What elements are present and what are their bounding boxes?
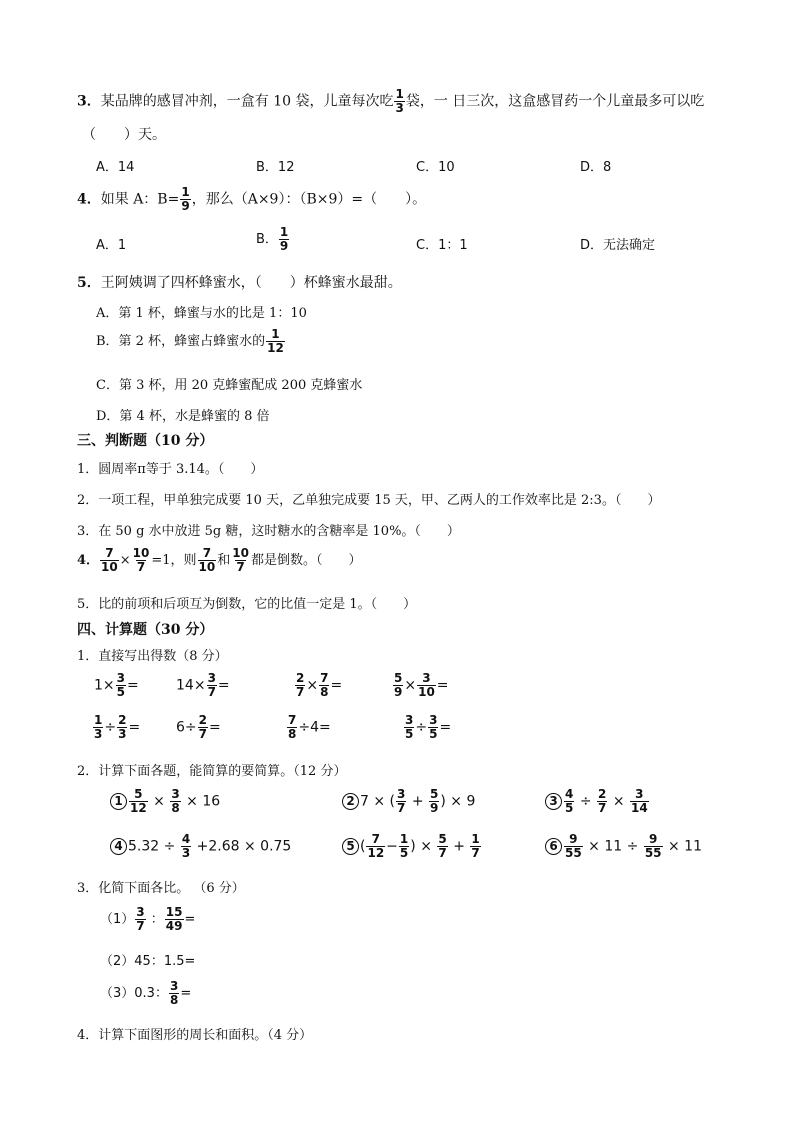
calc1-item3: $\frac{2}{7}$ × $\frac{7}{8}$ = <box>296 671 343 699</box>
calc3-item2: （2）45：1.5= <box>100 954 196 969</box>
mc-q3: 3．某品牌的感冒冲剂，一盒有 10 袋，儿童每次吃 $\frac{1}{3}$ 袋，一 日三次，这盒感冒药一个儿童最多可以吃 <box>77 87 705 115</box>
mc-q4-opt-d[interactable]: D．无法确定 <box>580 238 656 253</box>
fraction: $\frac{1}{9}$ <box>181 185 190 213</box>
judge-q1: 1．圆周率π等于 3.14。（ ） <box>77 462 264 477</box>
calc1-item6: 6÷ $\frac{2}{7}$ = <box>176 713 221 741</box>
mc-q4-opt-a[interactable]: A．1 <box>96 238 127 253</box>
mc-q5-opt-b[interactable]: B．第 2 杯，蜂蜜占蜂蜜水的 $\frac{1}{12}$ <box>96 327 284 355</box>
calc-part3-title: 3．化简下面各比。 （6 分） <box>77 881 245 896</box>
calc3-item1: （1） $\frac{3}{7}$ ： $\frac{15}{49}$ = <box>100 905 196 933</box>
calc-part1-title: 1．直接写出得数（8 分） <box>77 649 228 664</box>
mc-q3-line2: （ ）天。 <box>82 127 166 143</box>
mc-q5-opt-c[interactable]: C．第 3 杯，用 20 克蜂蜜配成 200 克蜂蜜水 <box>96 378 363 393</box>
calc-part2-title: 2．计算下面各题，能简算的要简算。（12 分） <box>77 764 347 779</box>
section-title-judge: 三、判断题（10 分） <box>77 433 214 449</box>
mc-q4: 4．如果 A：B= $\frac{1}{9}$ ，那么（A×9）：（B×9）=（ ）。 <box>77 185 427 213</box>
calc1-item8: $\frac{3}{5}$ ÷ $\frac{3}{5}$ = <box>405 713 452 741</box>
fraction: $\frac{1}{3}$ <box>395 87 404 115</box>
judge-q3: 3．在 50 g 水中放进 5g 糖，这时糖水的含糖率是 10%。（ ） <box>77 524 460 539</box>
calc2-expr3: 3 $\frac{4}{5}$ ÷ $\frac{2}{7}$ × $\frac{3}{14}$ <box>545 788 650 815</box>
calc2-expr1: 1 $\frac{5}{12}$ × $\frac{3}{8}$ × 16 <box>110 788 220 815</box>
calc1-item1: 1× $\frac{3}{5}$ = <box>94 671 139 699</box>
calc2-expr6: 6 $\frac{9}{55}$ × 11 ÷ $\frac{9}{55}$ × 11 <box>545 833 702 860</box>
calc1-item4: $\frac{5}{9}$ × $\frac{3}{10}$ = <box>394 671 449 699</box>
mc-q5-opt-a[interactable]: A．第 1 杯，蜂蜜与水的比是 1：10 <box>96 306 307 321</box>
calc1-item7: $\frac{7}{8}$ ÷4= <box>288 713 331 741</box>
calc1-item2: 14× $\frac{3}{7}$ = <box>176 671 230 699</box>
calc2-expr4: 4 5.32 ÷ $\frac{4}{3}$ +2.68 × 0.75 <box>110 833 291 860</box>
mc-q4-opt-c[interactable]: C．1：1 <box>416 238 468 253</box>
mc-q3-opt-d[interactable]: D．8 <box>580 160 612 175</box>
mc-q3-opt-c[interactable]: C．10 <box>416 160 455 175</box>
calc2-expr5: 5 ( $\frac{7}{12}$ − $\frac{1}{5}$ ) × $\frac{5}{7}$ + $\frac{1}{7}$ <box>342 833 482 860</box>
calc2-expr2: 2 7 × ( $\frac{3}{7}$ + $\frac{5}{9}$ ) × 9 <box>342 788 475 815</box>
judge-q2: 2．一项工程，甲单独完成要 10 天，乙单独完成要 15 天，甲、乙两人的工作效率比是 2:3。（ ） <box>77 493 661 508</box>
judge-q4: 4． $\frac{7}{10}$ × $\frac{10}{7}$ =1，则 $\frac{7}{10}$ 和 $\frac{10}{7}$ 都是倒数。（ ） <box>77 546 362 574</box>
mc-q3-opt-b[interactable]: B．12 <box>256 160 295 175</box>
section-title-calc: 四、计算题（30 分） <box>77 622 214 638</box>
judge-q5: 5．比的前项和后项互为倒数，它的比值一定是 1。（ ） <box>77 597 417 612</box>
calc3-item3: （3）0.3： $\frac{3}{8}$ = <box>100 979 192 1007</box>
mc-q3-opt-a[interactable]: A．14 <box>96 160 135 175</box>
mc-q5-opt-d[interactable]: D．第 4 杯，水是蜂蜜的 8 倍 <box>96 409 270 424</box>
mc-q5: 5．王阿姨调了四杯蜂蜜水，（ ）杯蜂蜜水最甜。 <box>77 275 402 291</box>
calc-part4-title: 4．计算下面图形的周长和面积。（4 分） <box>77 1028 313 1043</box>
mc-q4-opt-b[interactable]: B． $\frac{1}{9}$ <box>256 225 289 253</box>
calc1-item5: $\frac{1}{3}$ ÷ $\frac{2}{3}$ = <box>94 713 141 741</box>
